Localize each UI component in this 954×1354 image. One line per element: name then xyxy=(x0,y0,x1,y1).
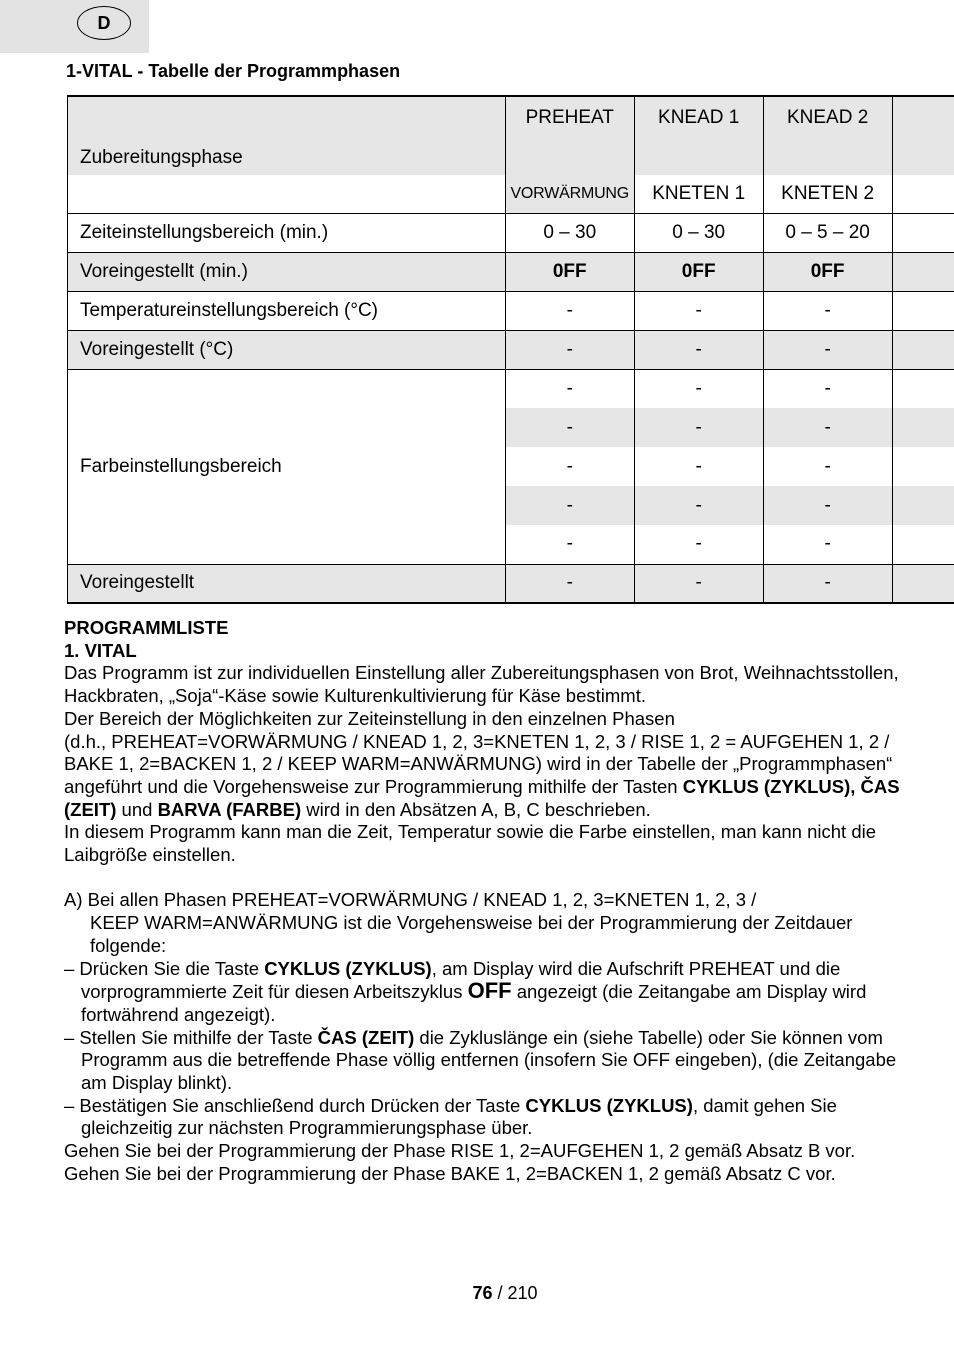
bold-text: CYKLUS (ZYKLUS) xyxy=(264,957,432,979)
body-text xyxy=(64,617,904,1186)
paragraph: Gehen Sie bei der Programmierung der Phase BAKE 1, 2=BACKEN 1, 2 gemäß Absatz C vor. xyxy=(64,1162,836,1184)
table-cell: - xyxy=(634,564,763,603)
program-phases-table xyxy=(67,95,954,604)
column-subheader: KNETEN 2 xyxy=(763,175,892,213)
table-row xyxy=(68,213,954,252)
row-label: Temperatureinstellungsbereich (°C) xyxy=(68,291,506,330)
column-header: KNEAD 2 xyxy=(763,96,892,175)
row-label: Voreingestellt (min.) xyxy=(68,252,506,291)
paragraph-a-continued: KEEP WARM=ANWÄRMUNG ist die Vorgehensweise bei der Programmierung der Zeitdauer folgende: xyxy=(90,912,853,956)
table-cell: - xyxy=(505,525,634,564)
table-row xyxy=(68,330,954,369)
table-cell: 0FF xyxy=(634,252,763,291)
table-cell: - xyxy=(634,447,763,486)
table-cell: - xyxy=(505,564,634,603)
table-cell: - xyxy=(634,408,763,447)
instruction-step xyxy=(64,1095,904,1140)
bold-text: CYKLUS (ZYKLUS) xyxy=(525,1094,693,1116)
page-total: / 210 xyxy=(492,1283,538,1303)
cut-off-column xyxy=(892,369,954,408)
table-cell: - xyxy=(634,369,763,408)
cut-off-column xyxy=(892,486,954,525)
table-cell: - xyxy=(763,369,892,408)
cut-off-column xyxy=(892,291,954,330)
table-cell: 0 – 5 – 20 xyxy=(763,213,892,252)
table-cell: - xyxy=(505,447,634,486)
table-cell: - xyxy=(763,408,892,447)
table-cell: 0 – 30 xyxy=(505,213,634,252)
table-cell: - xyxy=(763,525,892,564)
cut-off-column xyxy=(892,447,954,486)
empty-cell xyxy=(68,175,506,213)
text-span: angezeigt (die Zeitangabe am Display wird fortwährend angezeigt). xyxy=(81,981,867,1025)
cut-off-column xyxy=(892,564,954,603)
text-span: und xyxy=(116,798,158,820)
text-span: – Drücken Sie die Taste xyxy=(64,957,265,979)
table-cell: - xyxy=(763,486,892,525)
text-span: , am Display wird die Aufschrift PREHEAT und die vorprogrammierte Zeit für diesen Arbeitszyklus xyxy=(81,957,841,1003)
table-row xyxy=(68,252,954,291)
cut-off-column xyxy=(892,330,954,369)
table-cell: - xyxy=(505,291,634,330)
language-tab xyxy=(0,0,149,53)
table-cell: 0FF xyxy=(505,252,634,291)
text-span: – Bestätigen Sie anschließend durch Drücken der Taste xyxy=(64,1094,526,1116)
bold-text: ČAS (ZEIT) xyxy=(317,1026,415,1048)
table-cell: - xyxy=(763,291,892,330)
table-row xyxy=(68,291,954,330)
cut-off-column xyxy=(892,525,954,564)
section-heading: PROGRAMMLISTE xyxy=(64,617,229,638)
table-cell: 0 – 30 xyxy=(634,213,763,252)
table-cell: - xyxy=(505,408,634,447)
paragraph-a-intro: A) Bei allen Phasen PREHEAT=VORWÄRMUNG / KNEAD 1, 2, 3=KNETEN 1, 2, 3 / xyxy=(64,889,757,911)
bold-text: CYKLUS (ZYKLUS), ČAS (ZEIT) xyxy=(64,775,900,820)
table-cell: - xyxy=(634,291,763,330)
column-header: KNEAD 1 xyxy=(634,96,763,175)
table-cell: 0FF xyxy=(763,252,892,291)
paragraph: Das Programm ist zur individuellen Einstellung aller Zubereitungsphasen von Brot, Weihnachtsstollen, Hackbraten, „Soja“-Käse sowie Kulturenkultivierung für Käse bestimmt. xyxy=(64,662,899,707)
column-subheader: KNETEN 1 xyxy=(634,175,763,213)
cut-off-column xyxy=(892,96,954,175)
table-row xyxy=(68,564,954,603)
instruction-step xyxy=(64,1027,904,1095)
table-row xyxy=(68,369,954,408)
table-cell: - xyxy=(763,564,892,603)
cut-off-column xyxy=(892,213,954,252)
paragraph: In diesem Programm kann man die Zeit, Temperatur sowie die Farbe einstellen, man kann nicht die Laibgröße einstellen. xyxy=(64,821,877,866)
language-badge: D xyxy=(77,6,131,40)
bold-text: BARVA (FARBE) xyxy=(157,798,302,820)
phase-label: Zubereitungsphase xyxy=(68,96,506,175)
program-heading: 1. VITAL xyxy=(64,639,137,661)
paragraph xyxy=(64,731,904,822)
table-title: 1-VITAL - Tabelle der Programmphasen xyxy=(66,61,401,81)
page-footer xyxy=(0,1283,954,1304)
cut-off-column xyxy=(892,175,954,213)
paragraph: Gehen Sie bei der Programmierung der Phase RISE 1, 2=AUFGEHEN 1, 2 gemäß Absatz B vor. xyxy=(64,1140,856,1162)
table-header-row xyxy=(68,96,954,175)
table-cell: - xyxy=(763,447,892,486)
spacer xyxy=(64,867,904,890)
text-span: , damit gehen Sie gleichzeitig zur nächsten Programmierungsphase über. xyxy=(81,1094,837,1139)
table-cell: - xyxy=(634,330,763,369)
paragraph: Der Bereich der Möglichkeiten zur Zeiteinstellung in den einzelnen Phasen xyxy=(64,707,675,729)
off-label: OFF xyxy=(467,978,512,1004)
text-span: – Stellen Sie mithilfe der Taste xyxy=(64,1026,318,1048)
row-label: Zeiteinstellungsbereich (min.) xyxy=(68,213,506,252)
row-label: Voreingestellt xyxy=(68,564,506,603)
cut-off-column xyxy=(892,408,954,447)
table-cell: - xyxy=(763,330,892,369)
text-span: wird in den Absätzen A, B, C beschrieben. xyxy=(301,798,651,820)
row-label: Farbeinstellungsbereich xyxy=(68,369,506,564)
column-subheader: VORWÄRMUNG xyxy=(505,175,634,213)
column-header: PREHEAT xyxy=(505,96,634,175)
table-cell: - xyxy=(505,330,634,369)
instruction-step xyxy=(64,958,904,1027)
text-span: die Zykluslänge ein (siehe Tabelle) oder Sie können vom Programm aus die betreffende Phase völlig entfernen (insofern Sie OFF eingeben), (die Zeitangabe am Display blinkt). xyxy=(81,1026,897,1094)
table-cell: - xyxy=(634,486,763,525)
table-cell: - xyxy=(634,525,763,564)
table-subheader-row xyxy=(68,175,954,213)
cut-off-column xyxy=(892,252,954,291)
table-cell: - xyxy=(505,369,634,408)
page-number: 76 xyxy=(472,1283,493,1303)
table-cell: - xyxy=(505,486,634,525)
row-label: Voreingestellt (°C) xyxy=(68,330,506,369)
text-span: (d.h., PREHEAT=VORWÄRMUNG / KNEAD 1, 2, 3=KNETEN 1, 2, 3 / RISE 1, 2 = AUFGEHEN 1, 2 / BAKE 1, 2=BACKEN 1, 2 / KEEP WARM=ANWÄRMUNG) wird in der Tabelle der „Programmphasen“ angeführt und die Vorgehensweise zur Programmierung mithilfe der Tasten xyxy=(64,730,893,797)
